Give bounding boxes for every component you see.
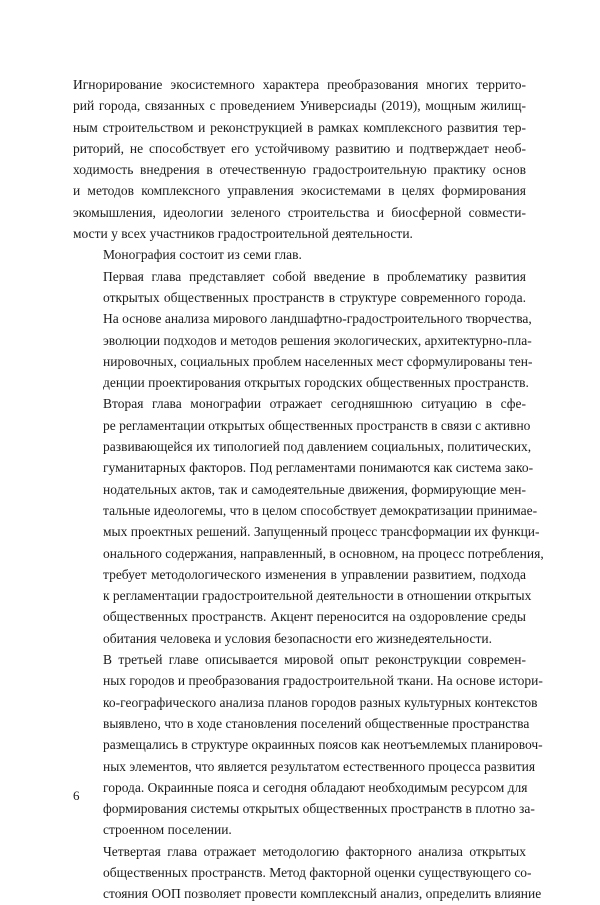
text-line: мости у всех участников градостроительной деятельности. [73, 226, 413, 242]
text-line: Четвертая глава отражает методологию факторного анализа открытых [103, 843, 526, 859]
text-line: к регламентации градостроительной деятельности в отношении открытых [103, 588, 532, 604]
text-line: требует методологического изменения в управлении развитием, подхода [103, 566, 526, 582]
text-line: ко-географического анализа планов городов разных культурных контекстов [103, 694, 538, 710]
paragraph [73, 74, 526, 244]
text-line: размещались в структуре окраинных поясов как неотъемлемых планировоч- [103, 737, 543, 753]
paragraph [73, 266, 533, 394]
text-line: Монография состоит из семи глав. [103, 247, 302, 263]
text-line: мых проектных решений. Запущенный процесс трансформации их функци- [103, 524, 540, 540]
text-line: онального содержания, направленный, в основном, на процесс потребления, [103, 545, 544, 561]
text-line: тальные идеологемы, что в целом способствует демократизации принимае- [103, 502, 538, 518]
paragraph [73, 841, 542, 905]
text-line: ным строительством и реконструкцией в рамках комплексного развития тер- [73, 119, 526, 135]
text-line: города. Окраинные пояса и сегодня обладают необходимым ресурсом для [103, 779, 528, 795]
text-line: общественных пространств. Метод факторной оценки существующего со- [103, 864, 532, 880]
page-body [73, 74, 544, 905]
text-line: риторий, не способствует его устойчивому развитию и подтверждает необ- [73, 140, 526, 156]
text-line: стояния ООП позволяет провести комплексный анализ, определить влияние [103, 886, 542, 902]
text-line: и методов комплексного управления экосистемами в целях формирования [73, 183, 526, 199]
text-line: ходимость внедрения в отечественную градостроительную практику основ [73, 162, 526, 178]
text-line: эволюции подходов и методов решения экологических, архитектурно-пла- [103, 332, 532, 348]
text-line: нировочных, социальных проблем населенных мест сформулированы тен- [103, 353, 533, 369]
text-line: Игнорирование экосистемного характера преобразования многих террито- [73, 77, 526, 92]
text-line: экомышления, идеологии зеленого строительства и биосферной совмести- [73, 204, 526, 220]
paragraph [73, 244, 526, 265]
text-line: нодательных актов, так и самодеятельные движения, формирующие мен- [103, 481, 526, 497]
text-line: В третьей главе описывается мировой опыт реконструкции современ- [103, 652, 526, 668]
text-line: рий города, связанных с проведением Универсиады (2019), мощным жилищ- [73, 98, 526, 114]
text-line: общественных пространств. Акцент переносится на оздоровление среды [103, 609, 526, 625]
text-line: Первая глава представляет собой введение в проблематику развития [103, 268, 526, 284]
text-line: Вторая глава монографии отражает сегодняшнюю ситуацию в сфе- [103, 396, 526, 412]
text-line: обитания человека и условия безопасности его жизнедеятельности. [103, 630, 492, 646]
text-line: формирования системы открытых общественных пространств в плотно за- [103, 801, 535, 817]
paragraph [73, 649, 543, 841]
text-line: На основе анализа мирового ландшафтно-градостроительного творчества, [103, 311, 532, 327]
text-line: гуманитарных факторов. Под регламентами понимаются как система зако- [103, 460, 534, 476]
text-line: ре регламентации открытых общественных пространств в связи с активно [103, 417, 531, 433]
text-line: ных городов и преобразования градостроительной ткани. На основе истори- [103, 673, 543, 689]
text-line: открытых общественных пространств в структуре современного города. [103, 289, 526, 305]
text-line: денции проектирования открытых городских общественных пространств. [103, 375, 529, 391]
text-line: развивающейся их типологией под давлением социальных, политических, [103, 439, 532, 455]
paragraph [73, 393, 544, 649]
page-number: 6 [73, 788, 80, 803]
text-line: строенном поселении. [103, 822, 232, 838]
text-line: ных элементов, что является результатом естественного процесса развития [103, 758, 536, 774]
text-line: выявлено, что в ходе становления поселений общественные пространства [103, 715, 530, 731]
